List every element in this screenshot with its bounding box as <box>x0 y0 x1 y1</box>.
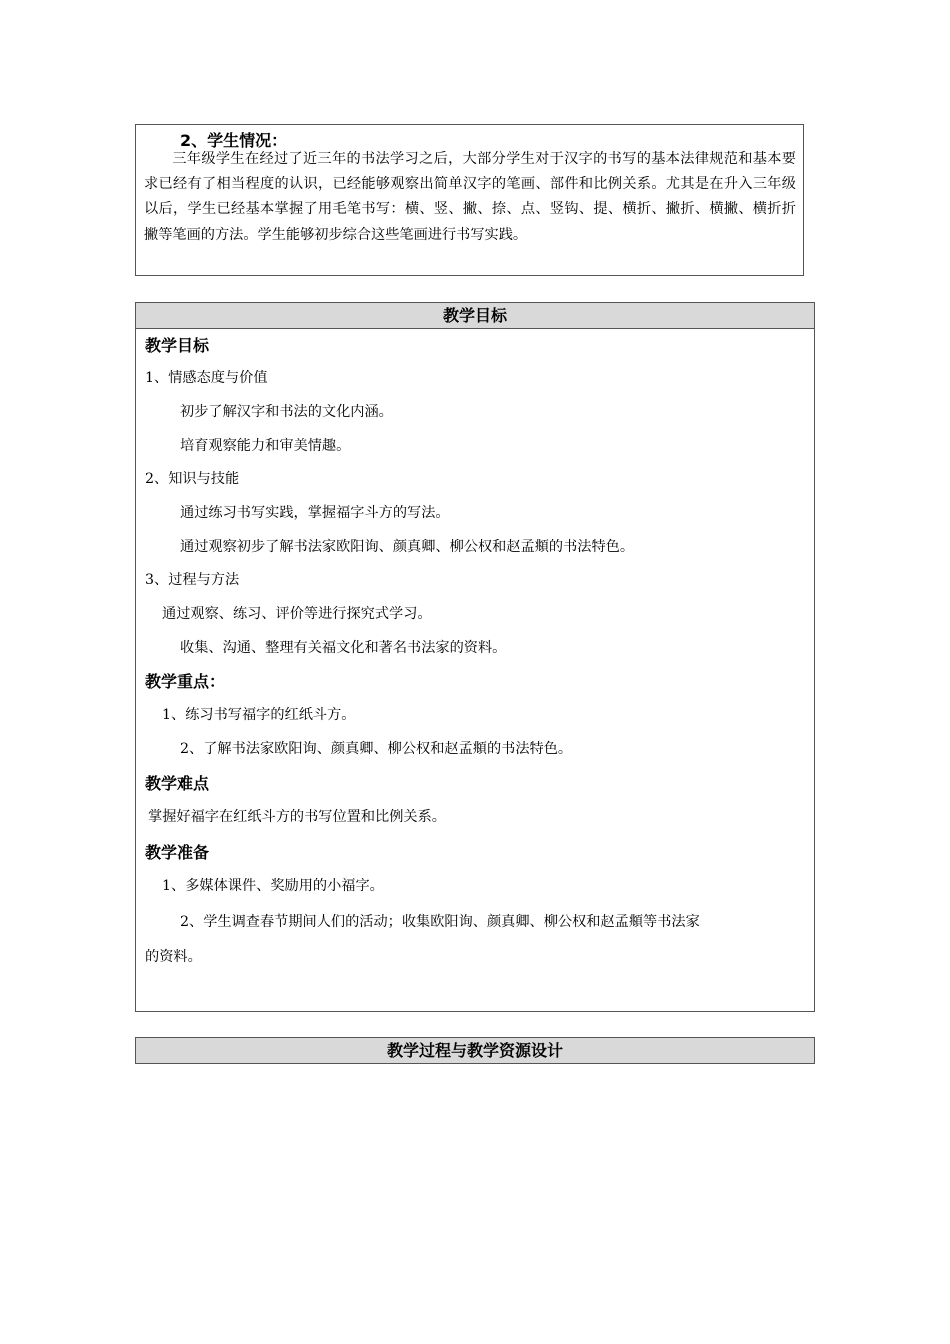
knowledge-item-1: 通过练习书写实践，掌握福字斗方的写法。 <box>180 505 450 521</box>
key-point-2: 2、了解书法家欧阳询、颜真卿、柳公权和赵孟頫的书法特色。 <box>180 741 573 757</box>
student-situation-box <box>135 124 804 276</box>
preparation-item-1: 1、多媒体课件、奖励用的小福字。 <box>162 878 384 894</box>
preparation-item-2-continued: 的资料。 <box>145 949 202 965</box>
preparation-item-2: 2、学生调查春节期间人们的活动；收集欧阳询、颜真卿、柳公权和赵孟頫等书法家 <box>180 914 700 930</box>
teaching-process-table <box>135 1037 815 1064</box>
knowledge-item-2: 通过观察初步了解书法家欧阳询、颜真卿、柳公权和赵孟頫的书法特色。 <box>180 539 635 555</box>
process-item-1: 通过观察、练习、评价等进行探究式学习。 <box>162 606 432 622</box>
difficulty-title: 教学难点 <box>145 774 210 793</box>
section-emotion-label: 1、情感态度与价值 <box>145 370 268 386</box>
section-knowledge-label: 2、知识与技能 <box>145 471 240 487</box>
teaching-goals-table <box>135 302 815 1012</box>
teaching-process-header: 教学过程与教学资源设计 <box>136 1038 814 1063</box>
process-item-2: 收集、沟通、整理有关福文化和著名书法家的资料。 <box>180 640 507 656</box>
difficulty-item-1: 掌握好福字在红纸斗方的书写位置和比例关系。 <box>148 809 446 825</box>
key-point-1: 1、练习书写福字的红纸斗方。 <box>162 707 356 723</box>
student-situation-heading: 2、学生情况： <box>180 131 288 150</box>
section-process-label: 3、过程与方法 <box>145 572 240 588</box>
emotion-item-2: 培育观察能力和审美情趣。 <box>180 438 351 454</box>
key-points-title: 教学重点： <box>145 672 226 691</box>
student-situation-paragraph: 三年级学生在经过了近三年的书法学习之后，大部分学生对于汉字的书写的基本法律规范和基本要求已经有了相当程度的认识，已经能够观察出简单汉字的笔画、部件和比例关系。尤其是在升入三年级以后，学生已经基本掌握了用毛笔书写：横、竖、撇、捺、点、竖钩、提、横折、撇折、横撇、横折折撇等笔画的方法。学生能够初步综合这些笔画进行书写实践。 <box>144 151 796 243</box>
emotion-item-1: 初步了解汉字和书法的文化内涵。 <box>180 404 393 420</box>
preparation-title: 教学准备 <box>145 843 210 862</box>
goals-title: 教学目标 <box>145 336 210 355</box>
teaching-goals-header: 教学目标 <box>136 303 814 329</box>
